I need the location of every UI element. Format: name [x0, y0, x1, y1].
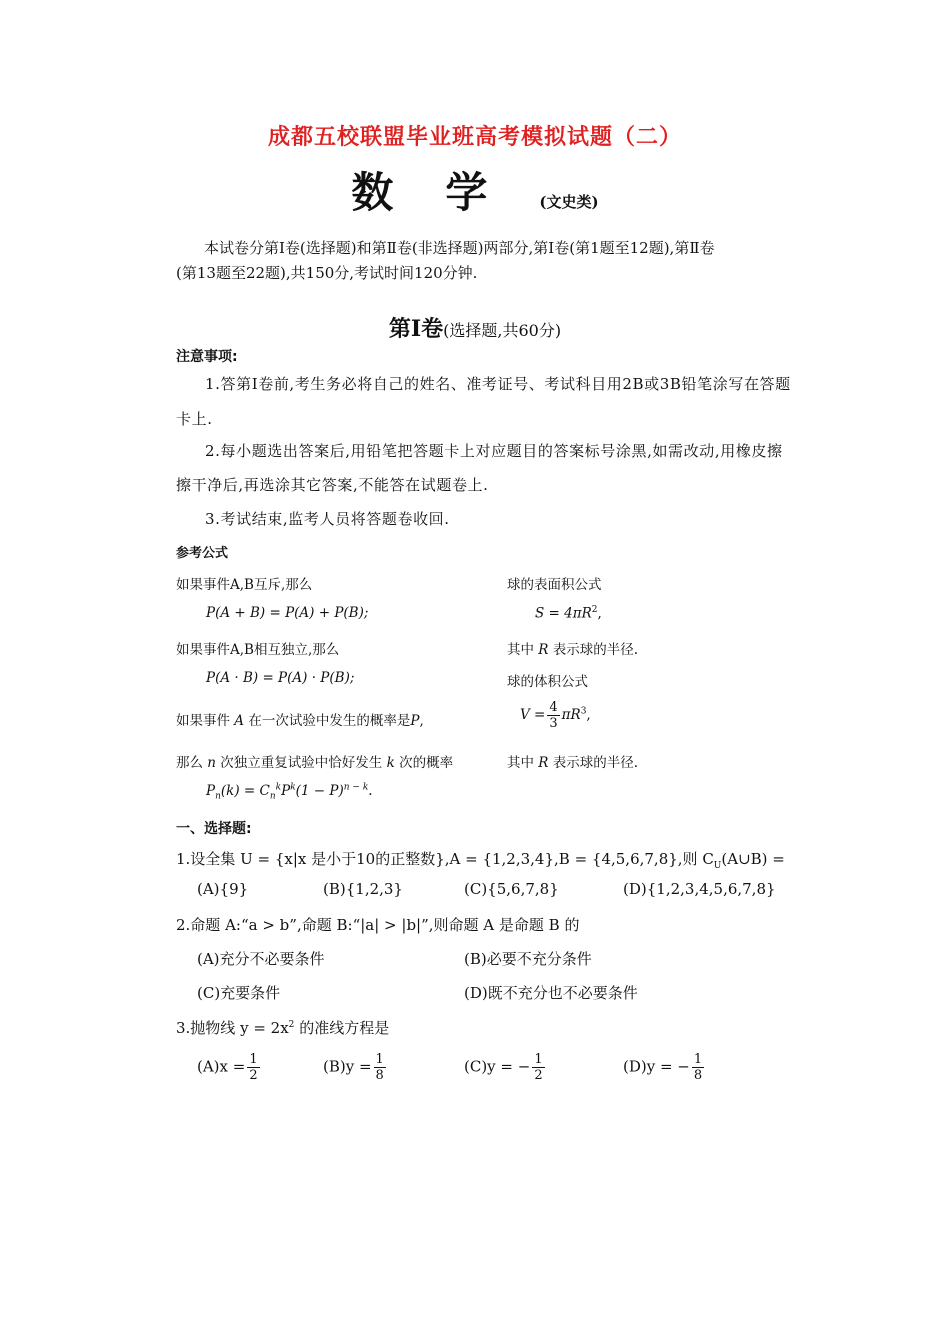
symbol: P	[206, 782, 216, 799]
question-3-option-d	[623, 1052, 706, 1083]
notice-item-2-line-1: 2.每小题选出答案后,用铅笔把答题卡上对应题目的答案标号涂黑,如需改动,用橡皮擦	[205, 442, 783, 460]
fraction	[692, 1052, 704, 1083]
symbol: πR	[561, 707, 581, 723]
fraction	[532, 1052, 544, 1083]
question-1-stem	[176, 848, 785, 871]
symbol: n	[269, 791, 276, 802]
symbol: n	[207, 755, 216, 771]
question-1-option-b: (B){1,2,3}	[323, 880, 403, 898]
formulas-heading: 参考公式	[176, 546, 229, 561]
numerator: 4	[549, 700, 558, 715]
symbol: 2	[288, 1020, 295, 1030]
question-2-option-c: (C)充要条件	[197, 984, 281, 1002]
formula-right-line-1: 球的表面积公式	[507, 577, 602, 593]
text: (A)x =	[197, 1057, 246, 1076]
question-1-option-c: (C){5,6,7,8}	[464, 880, 559, 898]
text: ,	[586, 707, 591, 723]
text: (C)y = −	[464, 1057, 531, 1076]
symbol: R	[538, 642, 549, 658]
text: (B)y =	[323, 1057, 372, 1076]
text: 其中	[507, 642, 534, 658]
notice-item-1-line-1: 1.答第Ⅰ卷前,考生务必将自己的姓名、准考证号、考试科目用2B或3B铅笔涂写在答题	[205, 375, 791, 393]
question-3-stem	[176, 1017, 389, 1038]
question-2-option-b: (B)必要不充分条件	[464, 950, 592, 968]
question-2-option-a: (A)充分不必要条件	[197, 950, 325, 968]
notice-item-2-line-2: 擦干净后,再选涂其它答案,不能答在试题卷上.	[176, 476, 489, 494]
question-2-stem: 2.命题 A:“a > b”,命题 B:“|a| > |b|”,则命题 A 是命题 B 的	[176, 916, 580, 934]
text: 的准线方程是	[299, 1019, 390, 1037]
text: ,	[597, 605, 602, 622]
symbol: k	[290, 782, 296, 792]
question-1-option-a: (A){9}	[197, 880, 249, 898]
text: (1 − P)	[295, 782, 344, 799]
text: 在一次试验中发生的概率是	[248, 713, 411, 729]
text: (k) = C	[220, 782, 270, 799]
text: 那么	[176, 755, 203, 771]
formula-left-line-5	[176, 709, 424, 729]
notice-heading: 注意事项:	[176, 349, 238, 365]
text: 表示球的半径.	[552, 642, 639, 658]
text: 如果事件	[176, 713, 230, 729]
symbol: n − k	[343, 782, 369, 792]
symbol: n	[215, 791, 221, 802]
denominator: 3	[549, 716, 558, 731]
fraction	[547, 700, 559, 731]
formula-text: P(A + B) = P(A) + P(B);	[206, 605, 369, 621]
question-3-option-a	[197, 1052, 262, 1083]
denominator: 8	[693, 1068, 703, 1083]
question-3-option-b	[323, 1052, 388, 1083]
question-1-option-d: (D){1,2,3,4,5,6,7,8}	[623, 880, 776, 898]
symbol: R	[538, 755, 549, 771]
text: 次的概率	[399, 755, 454, 771]
symbol: k	[386, 755, 395, 771]
symbol: A	[234, 713, 245, 729]
text: .	[368, 782, 373, 799]
part-one-subtitle: (选择题,共60分)	[443, 321, 562, 340]
formula-text: S = 4πR	[535, 605, 592, 622]
text: 1.设全集 U = {x|x 是小于10的正整数},A = {1,2,3,4},B = {4,5,6,7,8},则 C	[176, 850, 714, 868]
formula-binomial	[206, 782, 373, 801]
numerator: 1	[249, 1052, 258, 1067]
question-3-option-c	[464, 1052, 547, 1083]
formula-right-line-4: 球的体积公式	[507, 674, 588, 690]
symbol: U	[713, 861, 722, 871]
fraction	[374, 1052, 386, 1083]
questions-heading: 一、选择题:	[176, 821, 252, 837]
text: 3.抛物线 y = 2x	[176, 1019, 289, 1037]
intro-line-2: (第13题至22题),共150分,考试时间120分钟.	[176, 264, 478, 282]
formula-text: P(A · B) = P(A) · P(B);	[206, 670, 355, 686]
formula-independent	[206, 670, 354, 686]
formula-right-line-3	[507, 638, 638, 658]
intro-line-1: 本试卷分第Ⅰ卷(选择题)和第Ⅱ卷(非选择题)两部分,第Ⅰ卷(第1题至12题),第Ⅱ卷	[204, 239, 715, 257]
formula-left-line-6	[176, 751, 453, 771]
text: 表示球的半径.	[552, 755, 639, 771]
text: (D)y = −	[623, 1057, 690, 1076]
subject-heading	[0, 160, 950, 220]
symbol: P	[410, 713, 420, 729]
subject-name: 数学	[351, 168, 540, 217]
subject-note: (文史类)	[539, 193, 599, 211]
text: (A∪B) =	[721, 850, 785, 868]
numerator: 1	[693, 1052, 703, 1067]
formula-sphere-area	[535, 605, 602, 622]
text: 其中	[507, 755, 534, 771]
fraction	[247, 1052, 259, 1083]
part-one-title	[0, 312, 950, 343]
question-2-option-d: (D)既不充分也不必要条件	[464, 984, 638, 1002]
symbol: 3	[580, 706, 587, 717]
formula-left-line-3: 如果事件A,B相互独立,那么	[176, 642, 340, 658]
text: ,	[419, 713, 424, 729]
exam-title: 成都五校联盟毕业班高考模拟试题（二）	[267, 125, 682, 150]
text: 次独立重复试验中恰好发生	[220, 755, 383, 771]
formula-right-line-6	[507, 751, 638, 771]
part-one-label: 第Ⅰ卷	[388, 316, 444, 342]
symbol: k	[275, 782, 282, 792]
symbol: V =	[520, 707, 546, 723]
symbol: P	[281, 782, 291, 799]
denominator: 2	[249, 1068, 258, 1083]
formula-sphere-volume	[520, 700, 591, 731]
notice-item-3: 3.考试结束,监考人员将答题卷收回.	[205, 510, 450, 528]
denominator: 2	[534, 1068, 543, 1083]
notice-item-1-line-2: 卡上.	[176, 410, 213, 428]
denominator: 8	[375, 1068, 384, 1083]
formula-mutually-exclusive	[206, 605, 368, 621]
symbol: 2	[591, 605, 598, 615]
numerator: 1	[375, 1052, 384, 1067]
numerator: 1	[534, 1052, 543, 1067]
exam-intro	[176, 236, 850, 286]
formula-left-line-1: 如果事件A,B互斥,那么	[176, 577, 313, 593]
